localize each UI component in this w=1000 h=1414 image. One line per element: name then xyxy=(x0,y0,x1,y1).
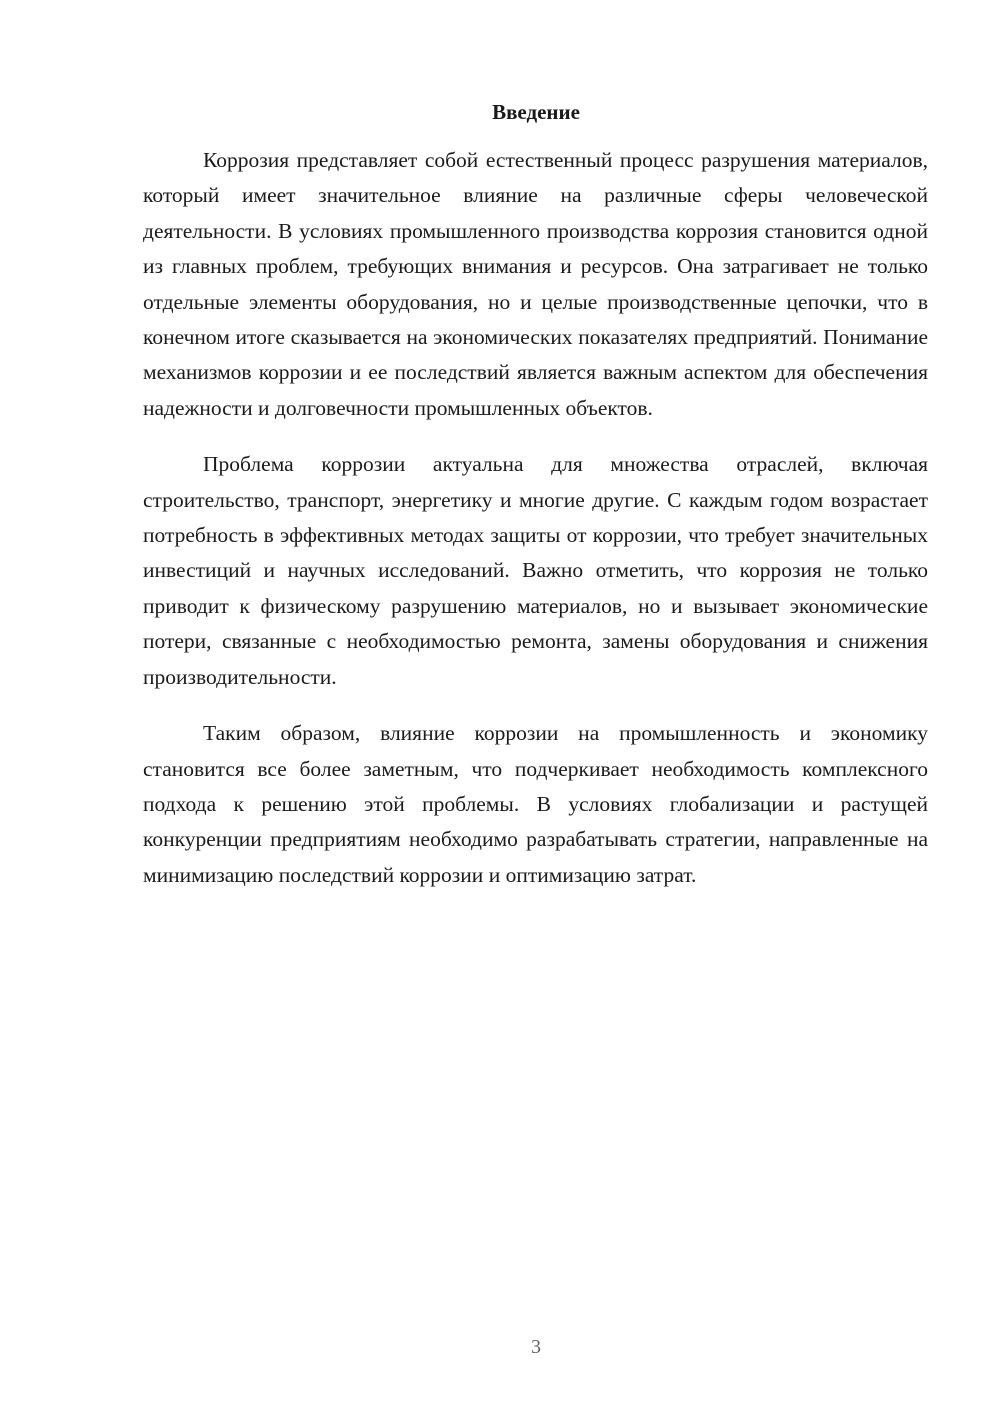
section-heading: Введение xyxy=(492,100,580,124)
paragraph-1: Коррозия представляет собой естественный процесс разрушения материалов, который имеет значительное влияние на различные сферы человеческой деятельности. В условиях промышленного производства коррозия становится одной из главных проблем, требующих внимания и ресурсов. Она затрагивает не только отдельные элементы оборудования, но и целые производственные цепочки, что в конечном итоге сказывается на экономических показателях предприятий. Понимание механизмов коррозии и ее последствий является важным аспектом для обеспечения надежности и долговечности промышленных объектов. xyxy=(143,148,928,420)
paragraph-3: Таким образом, влияние коррозии на промышленность и экономику становится все более заметным, что подчеркивает необходимость комплексного подхода к решению этой проблемы. В условиях глобализации и растущей конкуренции предприятиям необходимо разрабатывать стратегии, направленные на минимизацию последствий коррозии и оптимизацию затрат. xyxy=(143,721,928,887)
body-text xyxy=(143,143,928,914)
page-number: 3 xyxy=(531,1336,541,1358)
paragraph-2: Проблема коррозии актуальна для множества отраслей, включая строительство, транспорт, энергетику и многие другие. С каждым годом возрастает потребность в эффективных методах защиты от коррозии, что требует значительных инвестиций и научных исследований. Важно отметить, что коррозия не только приводит к физическому разрушению материалов, но и вызывает экономические потери, связанные с необходимостью ремонта, замены оборудования и снижения производительности. xyxy=(143,452,928,689)
